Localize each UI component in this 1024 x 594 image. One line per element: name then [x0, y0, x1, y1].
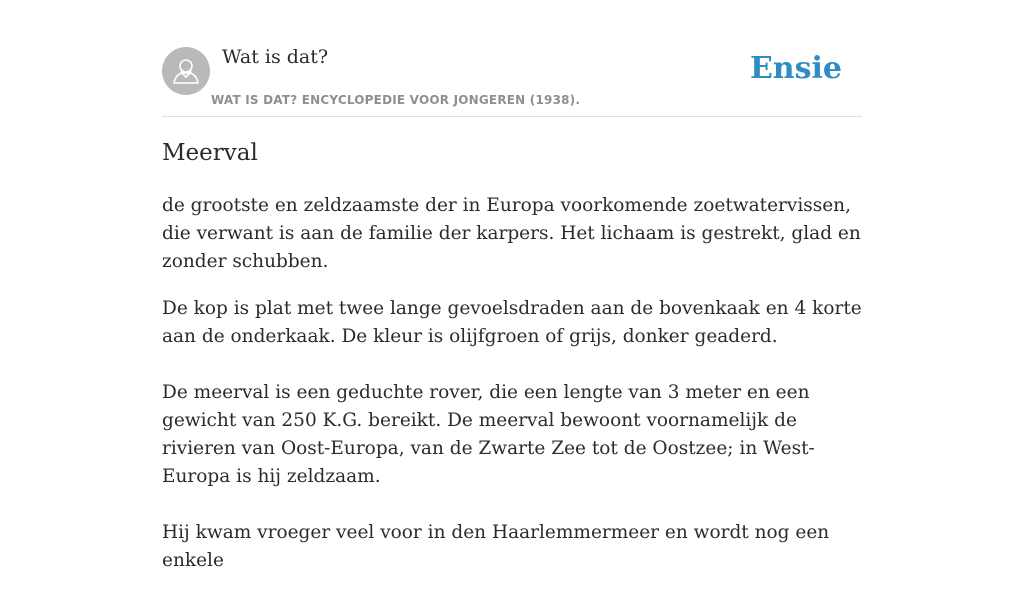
entry-body: [162, 192, 862, 594]
source-header: [162, 0, 862, 117]
brand-logo[interactable]: Ensie: [749, 51, 842, 86]
entry-paragraph: Hij kwam vroeger veel voor in den Haarlemmermeer en wordt nog een enkele: [162, 522, 830, 571]
source-avatar[interactable]: [162, 47, 210, 95]
page-content: [162, 0, 862, 571]
entry-paragraph: De kop is plat met twee lange gevoelsdraden aan de bovenkaak en 4 korte aan de onderkaak. De kleur is olijfgroen of grijs, donker geaderd.: [162, 298, 862, 347]
entry-title: Meerval: [162, 140, 258, 166]
user-silhouette-icon: [162, 47, 210, 95]
source-subtitle: WAT IS DAT? ENCYCLOPEDIE VOOR JONGEREN (1938).: [211, 93, 581, 107]
entry-paragraph: De meerval is een geduchte rover, die een lengte van 3 meter en een gewicht van 250 K.G. bereikt. De meerval bewoont voornamelijk de rivieren van Oost-Europa, van de Zwarte Zee tot de Oostzee; in West-Europa is hij zeldzaam.: [162, 382, 815, 487]
entry-paragraph: de grootste en zeldzaamste der in Europa voorkomende zoetwatervissen, die verwant is aan de familie der karpers. Het lichaam is gestrekt, glad en zonder schubben.: [162, 195, 861, 272]
source-title[interactable]: Wat is dat?: [222, 46, 329, 68]
